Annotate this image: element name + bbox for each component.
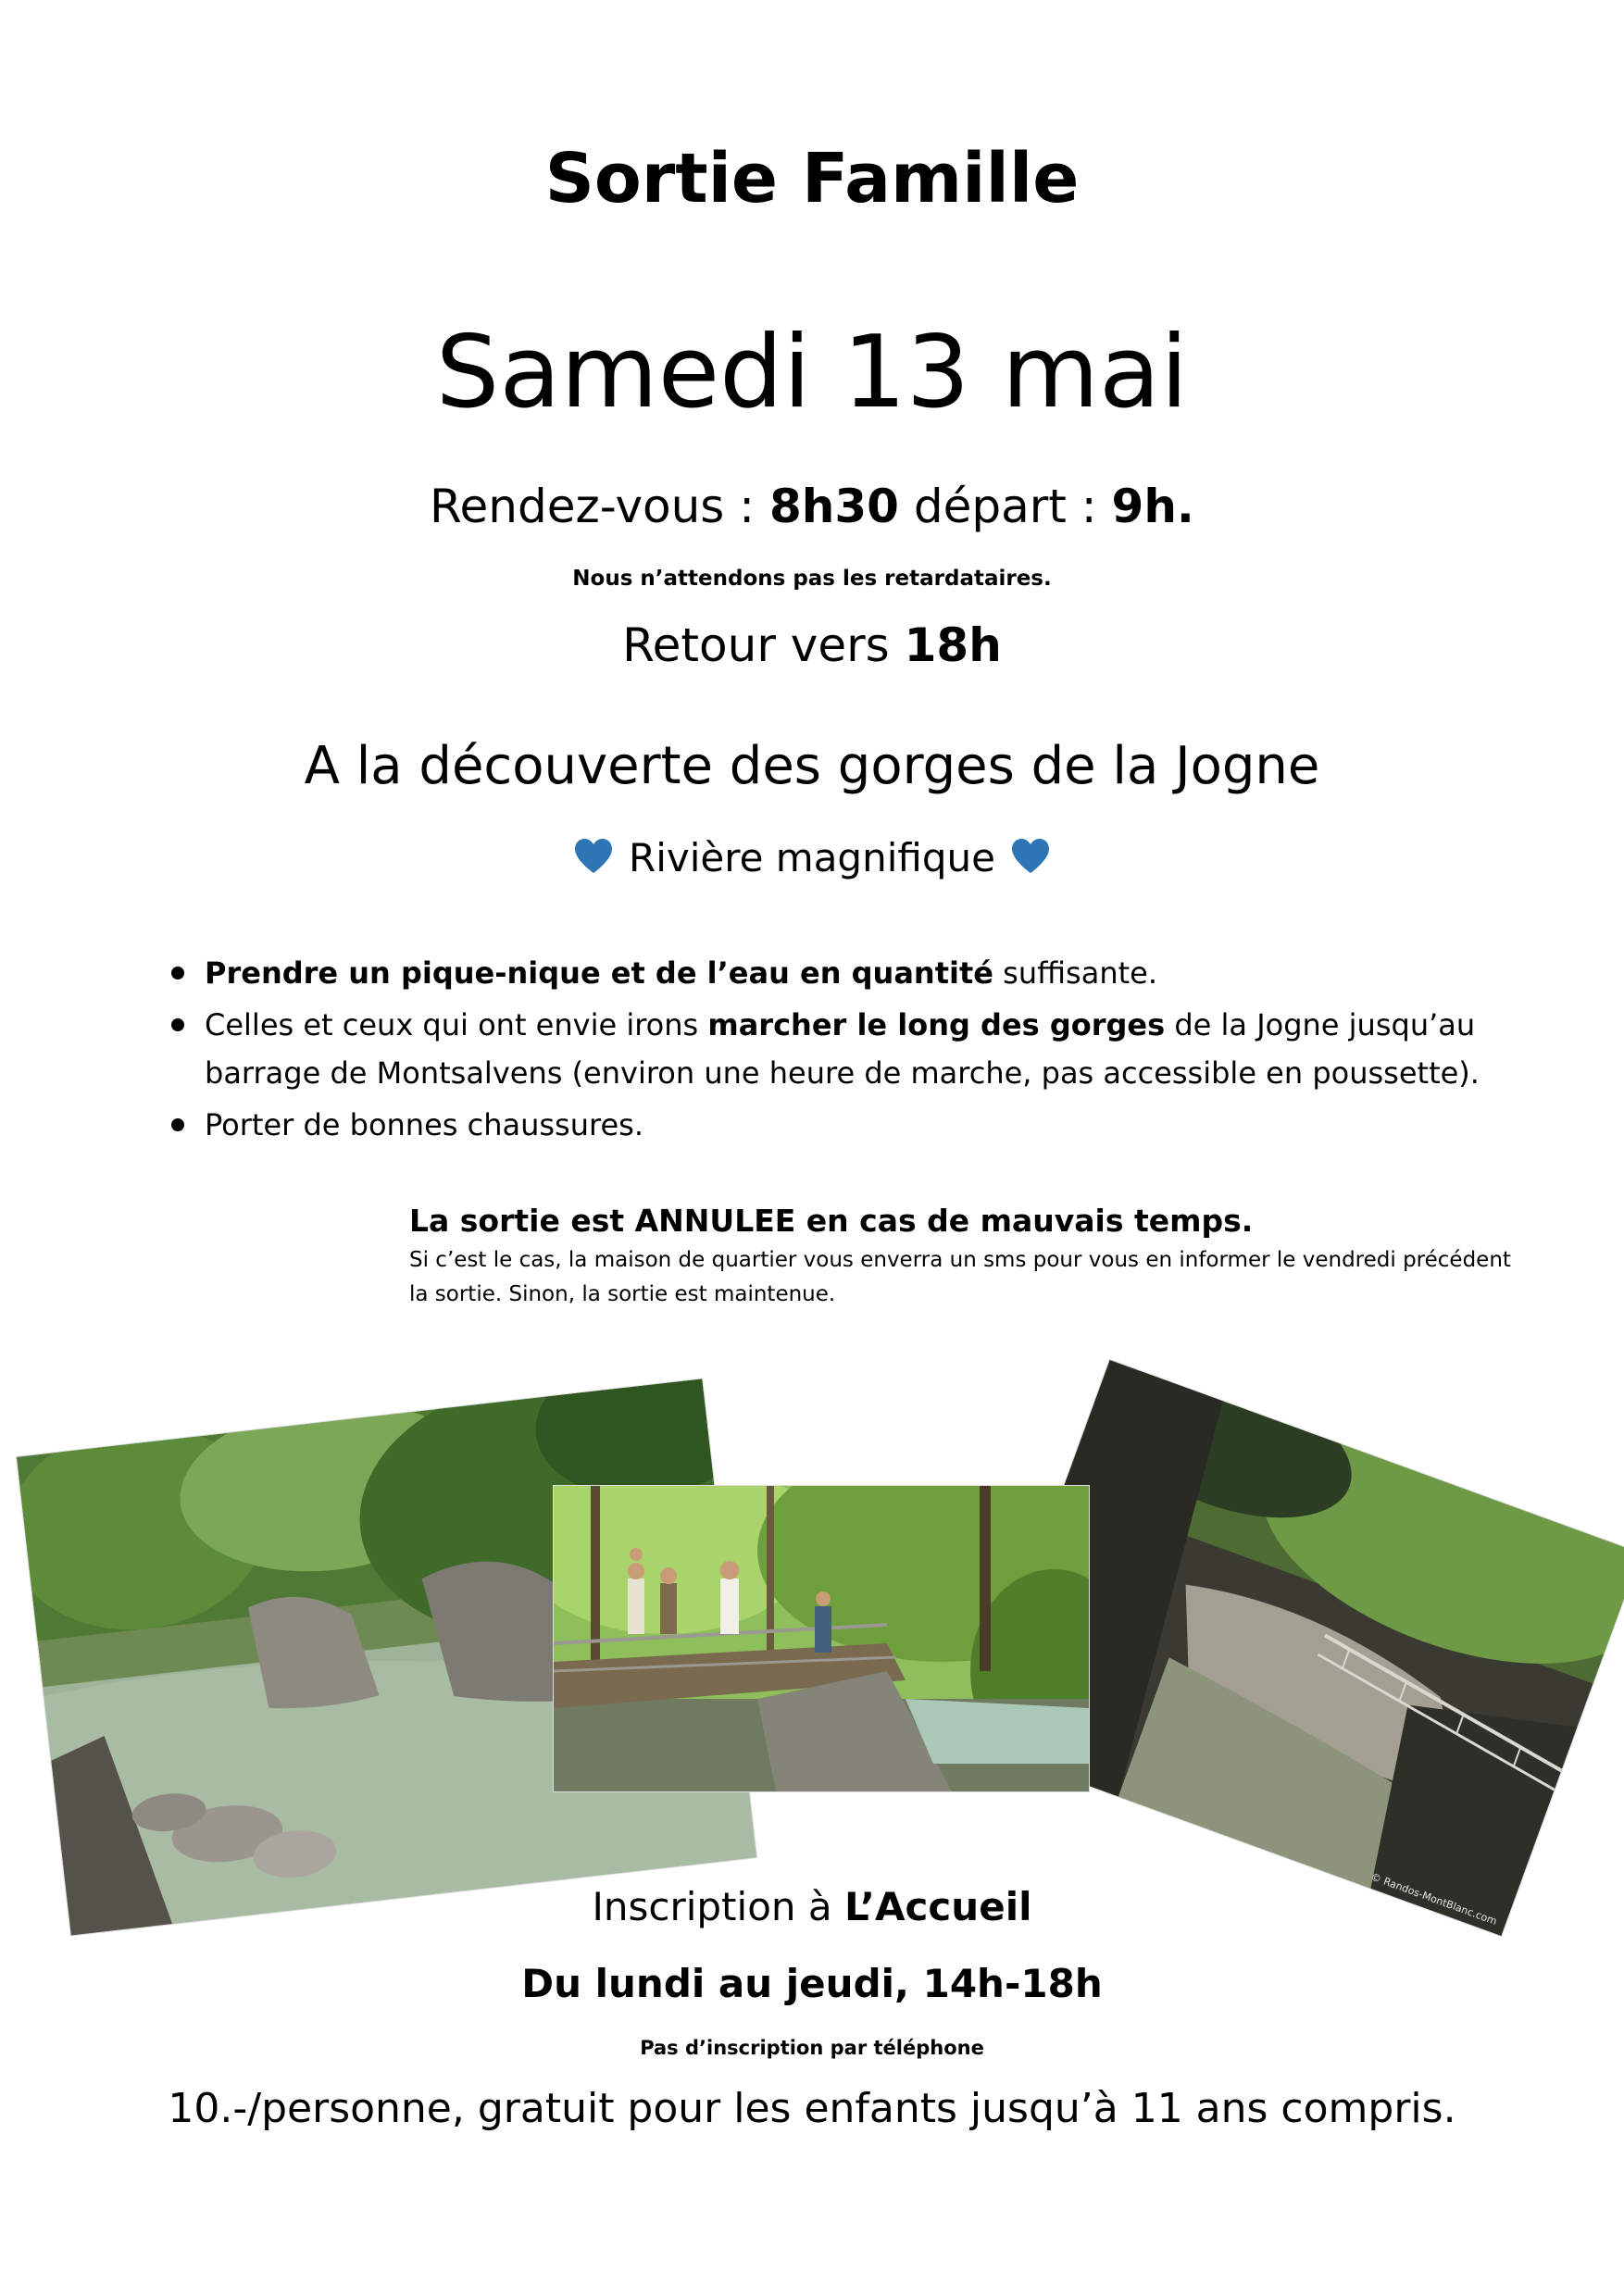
page-title: Sortie Famille — [544, 139, 1080, 218]
late-note: Nous n’attendons pas les retardataires. — [572, 567, 1052, 591]
price-line: 10.-/personne, gratuit pour les enfants jusqu’à 11 ans compris. — [168, 2085, 1456, 2132]
tagline-line — [0, 835, 1624, 880]
list-item — [171, 949, 1514, 997]
registration-place: L’Accueil — [843, 1884, 1032, 1929]
return-line — [0, 618, 1624, 672]
bullet-text: Porter de bonnes chaussures. — [205, 1107, 643, 1142]
bullet-bold: marcher le long des gorges — [707, 1007, 1166, 1042]
depart-label: départ : — [898, 480, 1112, 533]
bullet-text: Celles et ceux qui ont envie irons — [205, 1007, 708, 1042]
bullet-text: suffisante. — [993, 955, 1157, 991]
no-phone-note: Pas d’inscription par téléphone — [640, 2037, 984, 2059]
heart-icon — [573, 838, 614, 875]
depart-time: 9h. — [1111, 480, 1194, 533]
instructions-list — [171, 949, 1514, 1153]
list-item — [171, 1101, 1514, 1149]
event-date: Samedi 13 mai — [435, 315, 1189, 430]
headline: A la découverte des gorges de la Jogne — [304, 736, 1320, 796]
cancellation-text: Si c’est le cas, la maison de quartier vous enverra un sms pour vous en informer le vendredi précédent la sortie. Sinon, la sortie est maintenue. — [409, 1248, 1511, 1306]
cancellation-block — [409, 1199, 1520, 1312]
rdv-time: 8h30 — [769, 480, 899, 533]
rendezvous-line — [0, 480, 1624, 533]
bullet-bold: Prendre un pique-nique et de l’eau en quantité — [205, 955, 993, 991]
tagline: Rivière magnifique — [629, 835, 995, 880]
registration-line — [0, 1884, 1624, 1929]
family-hike-photo — [554, 1486, 1089, 1791]
bullet-text: de la Jogne jusqu’au barrage de Montsalvens (environ une heure de marche, pas accessible en poussette). — [205, 1007, 1480, 1091]
heart-icon — [1010, 838, 1051, 875]
list-item — [171, 1001, 1514, 1097]
rdv-label: Rendez-vous : — [430, 480, 769, 533]
return-time: 18h — [904, 618, 1002, 672]
cancellation-title: La sortie est ANNULEE en cas de mauvais temps. — [409, 1203, 1254, 1239]
registration-hours: Du lundi au jeudi, 14h-18h — [521, 1961, 1103, 2006]
return-label: Retour vers — [622, 618, 905, 672]
registration-label: Inscription à — [592, 1884, 844, 1929]
photo-watermark: © Randos-MontBlanc.com — [1368, 1870, 1499, 1928]
